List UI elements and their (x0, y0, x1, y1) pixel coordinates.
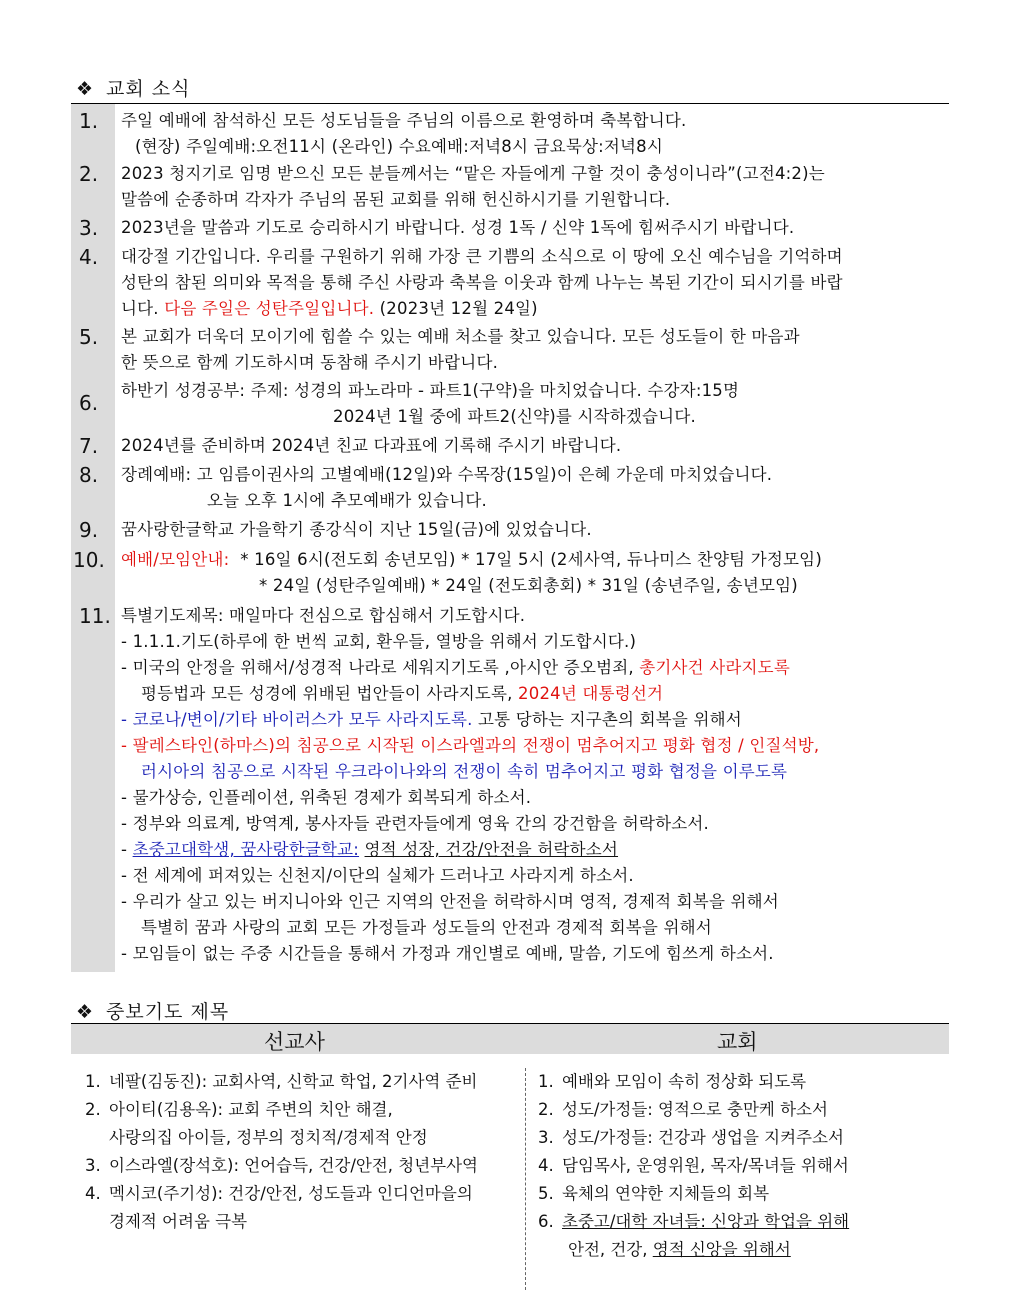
news-table: 1. 주일 예배에 참석하신 모든 성도님들을 주님의 이름으로 환영하며 축복합니다. (현장) 주일예배:오전11시 (온라인) 수요예배:저녁8시 금요묵상:저녁8시 2. 2023 청지기로 임명 받으신 모든 분들께서는 “맡은 자들에게 구할 것이 충성이니라”(고전4:2)는 말씀에 순종하며 각자가 주님의 몸된 교회를 위해 헌신하시기를 기원합니다. 3. 2023년을 말씀과 기도로 승리하시기 바랍니다. 성경 1독 / 신약 1독에 힘써주시기 바랍니다. 4. 대강절 기간입니다. 우리를 구원하기 위해 가장 큰 기쁨의 소식으로 이 땅에 오신 예수님을 기억하며 성탄의 참된 의미와 목적을 통해 주신 사랑과 축복을 이웃과 함께 나누는 복된 기간이 되시기를 바랍 니다. 다음 주일은 성탄주일입니다. (2023년 12월 24일) 5. 본 교회가 더욱더 모이기에 힘쓸 수 있는 예배 처소를 찾고 있습니다. 모든 성도들이 한 마음과 한 뜻으로 함께 기도하시며 동참해 주시기 바랍니다. 6. 하반기 성경공부: 주제: 성경의 파노라마 - 파트1(구약)을 마치었습니다. 수강자:15명 2024년 1월 중에 파트2(신약)를 시작하겠습니다. 7. 2024년를 준비하며 2024년 친교 다과표에 기록해 주시기 바랍니다. 8. 장례예배: 고 임름이권사의 고별예배(12일)와 수목장(15일)이 은혜 가운데 마치었습니다. 오늘 오후 1시에 추모예배가 있습니다. 9. 꿈사랑한글학교 가을학기 종강식이 지난 15일(금)에 있었습니다. 10. 예배/모임안내: * 16일 6시(전도회 송년모임) * 17일 5시 (2세사역, 듀나미스 찬양팀 가정모임) * 24일 (성탄주일예배) * 24일 (전도회총회) * 31일 (송년주일, 송년모임) 11. 특별기도제목: 매일마다 전심으로 합심해서 기도합시다. - 1.1.1.기도(하루에 한 번씩 교회, 환우들, 열방을 위해서 기도합시다.) - 미국의 안정을 위해서/성경적 나라로 세워지기도록 ,아시안 증오범죄, 총기사건 사라지도록 평등법과 모든 성경에 위배된 법안들이 사라지도록, 2024년 대통령선거 - 코로나/변이/기타 바이러스가 모두 사라지도록. 고통 당하는 지구촌의 회복을 위해서 - 팔레스타인(하마스)의 침공으로 시작된 이스라엘과의 전쟁이 멈추어지고 평화 협정 / 인질석방, 러시아의 침공으로 시작된 우크라이나와의 전쟁이 속히 멈추어지고 평화 협정을 이루도록 - 물가상승, 인플레이션, 위축된 경제가 회복되게 하소서. - 정부와 의료계, 방역계, 봉사자들 관련자들에게 영육 간의 강건함을 허락하소서. - 초중고대학생, 꿈사랑한글학교: 영적 성장, 건강/안전을 허락하소서 - 전 세계에 퍼져있는 신천지/이단의 실체가 드러나고 사라지게 하소서. - 우리가 살고 있는 버지니아와 인근 지역의 안전을 허락하시며 영적, 경제적 회복을 위해서 특별히 꿈과 사랑의 교회 모든 가정들과 성도들의 안전과 경제적 회복을 위해서 - 모임들이 없는 주중 시간들을 통해서 가정과 개인별로 예배, 말씀, 기도에 힘쓰게 하소서. (71, 103, 949, 972)
next-sunday-notice: 다음 주일은 성탄주일입니다. (164, 299, 375, 318)
prayer-topic-10: - 모임들이 없는 주중 시간들을 통해서 가정과 개인별로 예배, 말씀, 기도에 힘쓰게 하소서. (121, 944, 774, 963)
prayer-section-title: ❖ 중보기도 제목 (76, 1001, 230, 1023)
worship-guide-label: 예배/모임안내: (121, 550, 230, 569)
missionary-item: 4. 멕시코(주기성): 건강/안전, 성도들과 인디언마을의 경제적 어려움 극복 (85, 1184, 473, 1231)
church-item: 6. 초중고/대학 자녀들: 신앙과 학업을 위해 안전, 건강, 영적 신앙을 위해서 (538, 1212, 850, 1259)
prayer-topic-5: - 물가상승, 인플레이션, 위축된 경제가 회복되게 하소서. (121, 788, 532, 807)
missionary-item: 1. 네팔(김동진): 교회사역, 신학교 학업, 2기사역 준비 (85, 1072, 478, 1091)
prayer-topic-9: - 우리가 살고 있는 버지니아와 인근 지역의 안전을 허락하시며 영적, 경제적 회복을 위해서 (121, 892, 779, 911)
intercession-table (71, 1023, 949, 1259)
missionary-list (85, 1068, 525, 1236)
column-divider (525, 1068, 526, 1290)
missionary-item: 3. 이스라엘(장석호): 언어습득, 건강/안전, 청년부사역 (85, 1156, 478, 1175)
prayer-topic-4: - 팔레스타인(하마스)의 침공으로 시작된 이스라엘과의 전쟁이 멈추어지고 평화 협정 / 인질석방, (121, 736, 820, 755)
church-item: 3. 성도/가정들: 건강과 생업을 지켜주소서 (538, 1128, 844, 1147)
prayer-topic-1: - 1.1.1.기도(하루에 한 번씩 교회, 환우들, 열방을 위해서 기도합시다.) (121, 632, 637, 651)
intercession-header (71, 1024, 949, 1054)
prayer-topic-8: - 전 세계에 퍼져있는 신천지/이단의 실체가 드러나고 사라지게 하소서. (121, 866, 634, 885)
diamond-bullet-icon: ❖ (76, 1001, 95, 1023)
church-item: 4. 담임목사, 운영위원, 목자/목녀들 위해서 (538, 1156, 849, 1175)
church-item: 5. 육체의 연약한 지체들의 회복 (538, 1184, 770, 1203)
missionary-column-header: 선교사 (264, 1030, 325, 1054)
diamond-bullet-icon: ❖ (76, 78, 95, 100)
church-column-header: 교회 (717, 1030, 758, 1054)
church-list (538, 1068, 948, 1264)
prayer-topic-6: - 정부와 의료계, 방역계, 봉사자들 관련자들에게 영육 간의 강건함을 허락하소서. (121, 814, 709, 833)
church-item: 2. 성도/가정들: 영적으로 충만케 하소서 (538, 1100, 828, 1119)
missionary-item: 2. 아이티(김용옥): 교회 주변의 치안 해결, 사랑의집 아이들, 정부의 정치적/경제적 안정 (85, 1100, 428, 1147)
prayer-topic-7: - 초중고대학생, 꿈사랑한글학교: 영적 성장, 건강/안전을 허락하소서 (121, 840, 619, 859)
prayer-topic-3: - 코로나/변이/기타 바이러스가 모두 사라지도록. 고통 당하는 지구촌의 회복을 위해서 (121, 710, 742, 729)
prayer-topic-2: - 미국의 안정을 위해서/성경적 나라로 세워지기도록 ,아시안 증오범죄, 총기사건 사라지도록 (121, 658, 790, 677)
church-item: 1. 예배와 모임이 속히 정상화 되도록 (538, 1072, 807, 1091)
news-section-title: ❖ 교회 소식 (76, 78, 191, 100)
